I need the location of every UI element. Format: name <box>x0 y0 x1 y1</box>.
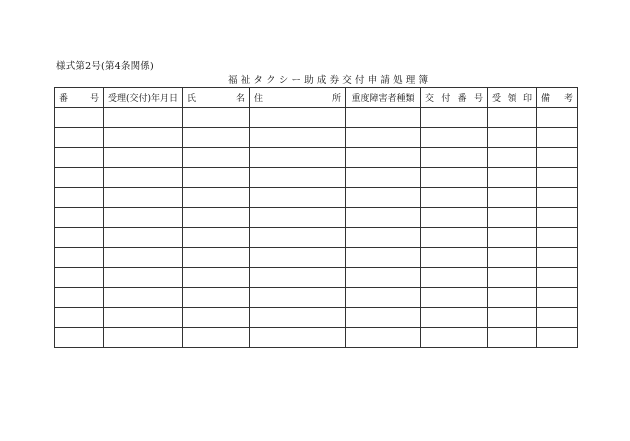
table-cell-received-date <box>104 128 183 148</box>
column-header-text: 受理(交付)年月日 <box>107 94 179 104</box>
table-cell-receipt-seal <box>488 248 537 268</box>
table-row <box>55 248 578 268</box>
table-cell-number <box>55 228 104 248</box>
table-cell-address <box>250 248 346 268</box>
table-row <box>55 228 578 248</box>
table-cell-received-date <box>104 228 183 248</box>
column-header-text: 重度障害者種類 <box>351 94 415 104</box>
table-cell-address <box>250 328 346 348</box>
table-cell-receipt-seal <box>488 328 537 348</box>
column-header-received-date <box>104 88 183 108</box>
table-cell-disability-type <box>346 308 421 328</box>
table-cell-name <box>183 328 250 348</box>
table-cell-number <box>55 168 104 188</box>
table-cell-issue-number <box>421 208 488 228</box>
table-cell-issue-number <box>421 168 488 188</box>
table-cell-receipt-seal <box>488 108 537 128</box>
table-row <box>55 188 578 208</box>
column-header-text: 番 <box>457 94 467 104</box>
column-header-text: 領 <box>507 94 517 104</box>
form-number-label: 様式第2号(第4条関係) <box>56 61 154 72</box>
column-header-text: 号 <box>473 94 483 104</box>
table-cell-receipt-seal <box>488 308 537 328</box>
table-cell-address <box>250 308 346 328</box>
header-row <box>55 88 578 108</box>
table-cell-issue-number <box>421 288 488 308</box>
column-header-name <box>183 88 250 108</box>
table-cell-issue-number <box>421 248 488 268</box>
table-row <box>55 168 578 188</box>
table-cell-number <box>55 328 104 348</box>
table-cell-number <box>55 148 104 168</box>
table-cell-address <box>250 188 346 208</box>
table-cell-received-date <box>104 268 183 288</box>
table-row <box>55 308 578 328</box>
table-body <box>55 108 578 348</box>
table-cell-received-date <box>104 308 183 328</box>
table-cell-received-date <box>104 288 183 308</box>
column-header-text: 所 <box>331 94 341 104</box>
table-cell-received-date <box>104 208 183 228</box>
table-cell-receipt-seal <box>488 128 537 148</box>
table-cell-number <box>55 288 104 308</box>
table-cell-disability-type <box>346 208 421 228</box>
table-cell-disability-type <box>346 188 421 208</box>
column-header-text: 号 <box>89 94 99 104</box>
table-cell-number <box>55 248 104 268</box>
column-header-text: 考 <box>563 94 573 104</box>
table-cell-remarks <box>537 248 578 268</box>
table-cell-address <box>250 288 346 308</box>
table-cell-address <box>250 208 346 228</box>
table-cell-remarks <box>537 268 578 288</box>
table-cell-address <box>250 228 346 248</box>
table-cell-name <box>183 288 250 308</box>
table-cell-disability-type <box>346 148 421 168</box>
table-cell-address <box>250 268 346 288</box>
column-header-text: 印 <box>522 94 532 104</box>
table-cell-number <box>55 128 104 148</box>
column-header-text: 番 <box>59 94 69 104</box>
table-cell-remarks <box>537 228 578 248</box>
table-cell-issue-number <box>421 188 488 208</box>
table-cell-receipt-seal <box>488 228 537 248</box>
table-cell-receipt-seal <box>488 148 537 168</box>
table-cell-name <box>183 148 250 168</box>
table-cell-remarks <box>537 188 578 208</box>
table-cell-issue-number <box>421 148 488 168</box>
column-header-text: 受 <box>492 94 502 104</box>
table-row <box>55 328 578 348</box>
table-cell-receipt-seal <box>488 268 537 288</box>
table-cell-name <box>183 168 250 188</box>
table-cell-received-date <box>104 148 183 168</box>
column-header-receipt-seal <box>488 88 537 108</box>
table-cell-disability-type <box>346 328 421 348</box>
table-cell-issue-number <box>421 308 488 328</box>
table-cell-disability-type <box>346 228 421 248</box>
table-row <box>55 148 578 168</box>
table-cell-disability-type <box>346 108 421 128</box>
table-cell-name <box>183 308 250 328</box>
table-row <box>55 108 578 128</box>
table-cell-issue-number <box>421 268 488 288</box>
table-cell-issue-number <box>421 328 488 348</box>
column-header-text: 付 <box>441 94 451 104</box>
table-cell-remarks <box>537 148 578 168</box>
column-header-text: 備 <box>541 94 551 104</box>
table-cell-name <box>183 108 250 128</box>
table-cell-remarks <box>537 288 578 308</box>
column-header-text: 交 <box>425 94 435 104</box>
column-header-text: 氏 <box>187 94 197 104</box>
table-cell-issue-number <box>421 108 488 128</box>
table-cell-disability-type <box>346 168 421 188</box>
column-header-disability-type <box>346 88 421 108</box>
table-cell-number <box>55 188 104 208</box>
column-header-issue-number <box>421 88 488 108</box>
table-cell-received-date <box>104 108 183 128</box>
table-cell-disability-type <box>346 128 421 148</box>
table-row <box>55 288 578 308</box>
table-cell-remarks <box>537 108 578 128</box>
table-cell-receipt-seal <box>488 288 537 308</box>
table-cell-remarks <box>537 128 578 148</box>
document-title: 福祉タクシー助成券交付申請処理簿 <box>228 75 432 86</box>
table-cell-name <box>183 228 250 248</box>
table-row <box>55 128 578 148</box>
table-row <box>55 208 578 228</box>
table-cell-received-date <box>104 188 183 208</box>
register-table <box>54 87 578 348</box>
table-cell-number <box>55 268 104 288</box>
column-header-address <box>250 88 346 108</box>
table-cell-disability-type <box>346 288 421 308</box>
table-cell-issue-number <box>421 128 488 148</box>
table-cell-address <box>250 128 346 148</box>
column-header-remarks <box>537 88 578 108</box>
table-cell-receipt-seal <box>488 208 537 228</box>
table-cell-address <box>250 108 346 128</box>
table-cell-receipt-seal <box>488 188 537 208</box>
table-cell-receipt-seal <box>488 168 537 188</box>
table-cell-number <box>55 108 104 128</box>
column-header-text: 住 <box>254 94 264 104</box>
table-row <box>55 268 578 288</box>
table-cell-name <box>183 208 250 228</box>
table-cell-disability-type <box>346 268 421 288</box>
table-cell-remarks <box>537 168 578 188</box>
column-header-text: 名 <box>235 94 245 104</box>
table-cell-name <box>183 248 250 268</box>
table-cell-number <box>55 208 104 228</box>
table-cell-remarks <box>537 208 578 228</box>
table-cell-address <box>250 168 346 188</box>
table-cell-received-date <box>104 248 183 268</box>
table-cell-name <box>183 188 250 208</box>
table-cell-remarks <box>537 328 578 348</box>
table-cell-issue-number <box>421 228 488 248</box>
table-cell-number <box>55 308 104 328</box>
table-cell-disability-type <box>346 248 421 268</box>
table-cell-address <box>250 148 346 168</box>
table-cell-remarks <box>537 308 578 328</box>
table-cell-received-date <box>104 168 183 188</box>
table-cell-name <box>183 268 250 288</box>
column-header-number <box>55 88 104 108</box>
table-cell-received-date <box>104 328 183 348</box>
table-cell-name <box>183 128 250 148</box>
